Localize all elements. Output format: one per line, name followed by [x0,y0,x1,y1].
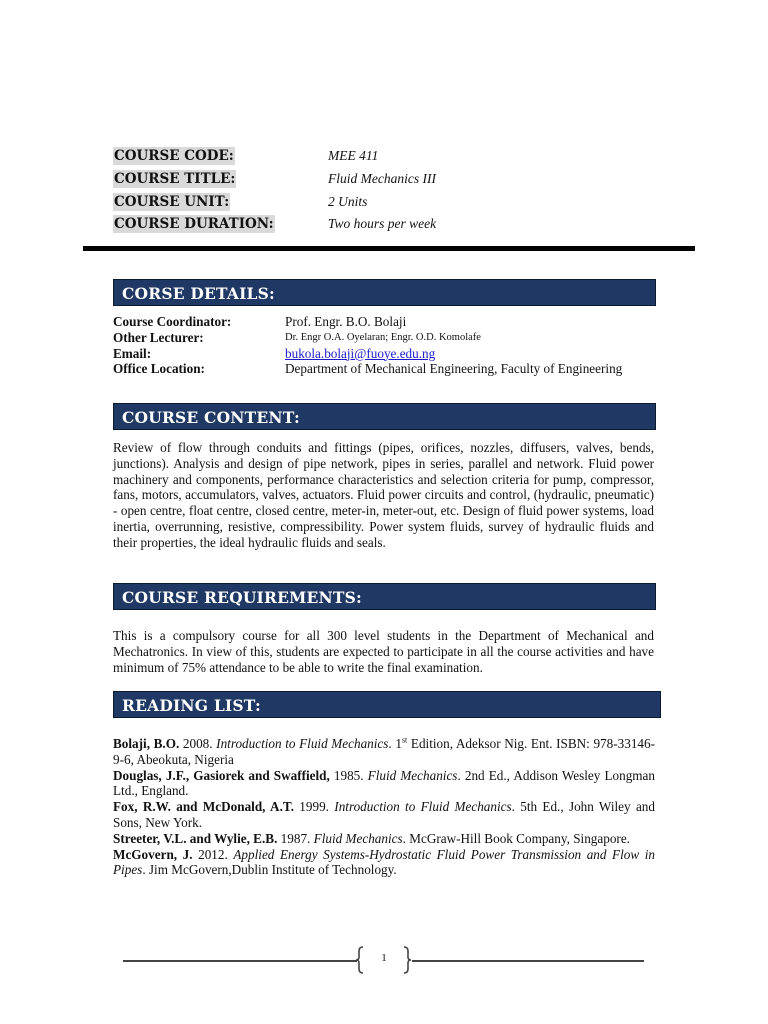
course-code-row [113,145,436,168]
coordinator-label: Course Coordinator: [113,313,232,329]
office-value: Department of Mechanical Engineering, Faculty of Engineering [285,361,623,377]
course-unit-value: 2 Units [328,193,368,209]
section-banner-details: CORSE DETAILS: [113,279,656,306]
course-title-value: Fluid Mechanics III [328,171,436,187]
right-brace-icon [402,946,412,974]
left-brace-icon [355,946,365,974]
header-divider [83,246,695,251]
course-content-text: Review of flow through conduits and fittings (pipes, orifices, nozzles, diffusers, valves, bends, junctions). Analysis and design of pipe network, pipes in series, parallel and network. Fluid power machinery and components, performance characteristics and selection criteria for pump, compressor, fans, motors, accumulators, valves, actuators. Fluid power circuits and control, (hydraulic, pneumatic) - open centre, float centre, closed centre, meter-in, meter-out, etc. Design of fluid power systems, load inertia, overrunning, resistive, compressibility. Power system fluids, survey of hydraulic fluids and their properties, the ideal hydraulic fluids and seals. [113,440,654,550]
coordinator-row [113,314,673,330]
reading-item: Bolaji, B.O. 2008. Introduction to Fluid Mechanics. 1st Edition, Adeksor Nig. Ent. ISBN: 978-33146-9-6, Abeokuta, Nigeria [113,735,655,767]
reading-item: Fox, R.W. and McDonald, A.T. 1999. Introduction to Fluid Mechanics. 5th Ed., John Wiley and Sons, New York. [113,799,655,830]
course-unit-label: COURSE UNIT: [114,193,230,210]
course-header [113,145,436,236]
course-unit-row [113,190,436,213]
course-code-value: MEE 411 [328,148,379,164]
section-banner-requirements: COURSE REQUIREMENTS: [113,583,656,610]
course-title-label: COURSE TITLE: [114,171,236,188]
section-banner-reading: READING LIST: [113,691,661,718]
course-requirements-text: This is a compulsory course for all 300 level students in the Department of Mechanical and Mechatronics. In view of this, students are expected to participate in all the course activities and have minimum of 75% attendance to be able to write the final examination. [113,628,654,675]
footer-line-left [123,960,357,962]
reading-item: McGovern, J. 2012. Applied Energy Systems-Hydrostatic Fluid Power Transmission and Flow in Pipes. Jim McGovern,Dublin Institute of Technology. [113,846,655,878]
reading-list [113,736,655,878]
course-duration-row [113,213,436,236]
reading-item: Douglas, J.F., Gasiorek and Swaffield, 1985. Fluid Mechanics. 2nd Ed., Addison Wesley Longman Ltd., England. [113,767,655,799]
course-details [113,314,673,377]
email-link[interactable]: bukola.bolaji@fuoye.edu.ng [285,345,436,361]
lecturer-label: Other Lecturer: [113,329,204,345]
coordinator-value: Prof. Engr. B.O. Bolaji [285,313,407,329]
reading-item: Streeter, V.L. and Wylie, E.B. 1987. Fluid Mechanics. McGraw-Hill Book Company, Singapore. [113,830,630,846]
email-label: Email: [113,345,152,361]
page-number: 1 [381,952,387,964]
footer-line-right [412,960,644,962]
course-duration-label: COURSE DURATION: [114,216,274,233]
lecturer-row [113,330,673,346]
course-title-row [113,168,436,191]
office-row [113,361,673,377]
section-banner-content: COURSE CONTENT: [113,403,656,430]
office-label: Office Location: [113,361,205,377]
course-code-label: COURSE CODE: [114,148,234,165]
lecturer-value: Dr. Engr O.A. Oyelaran; Engr. O.D. Komolafe [285,332,481,344]
email-row [113,346,673,362]
course-duration-value: Two hours per week [328,216,437,232]
